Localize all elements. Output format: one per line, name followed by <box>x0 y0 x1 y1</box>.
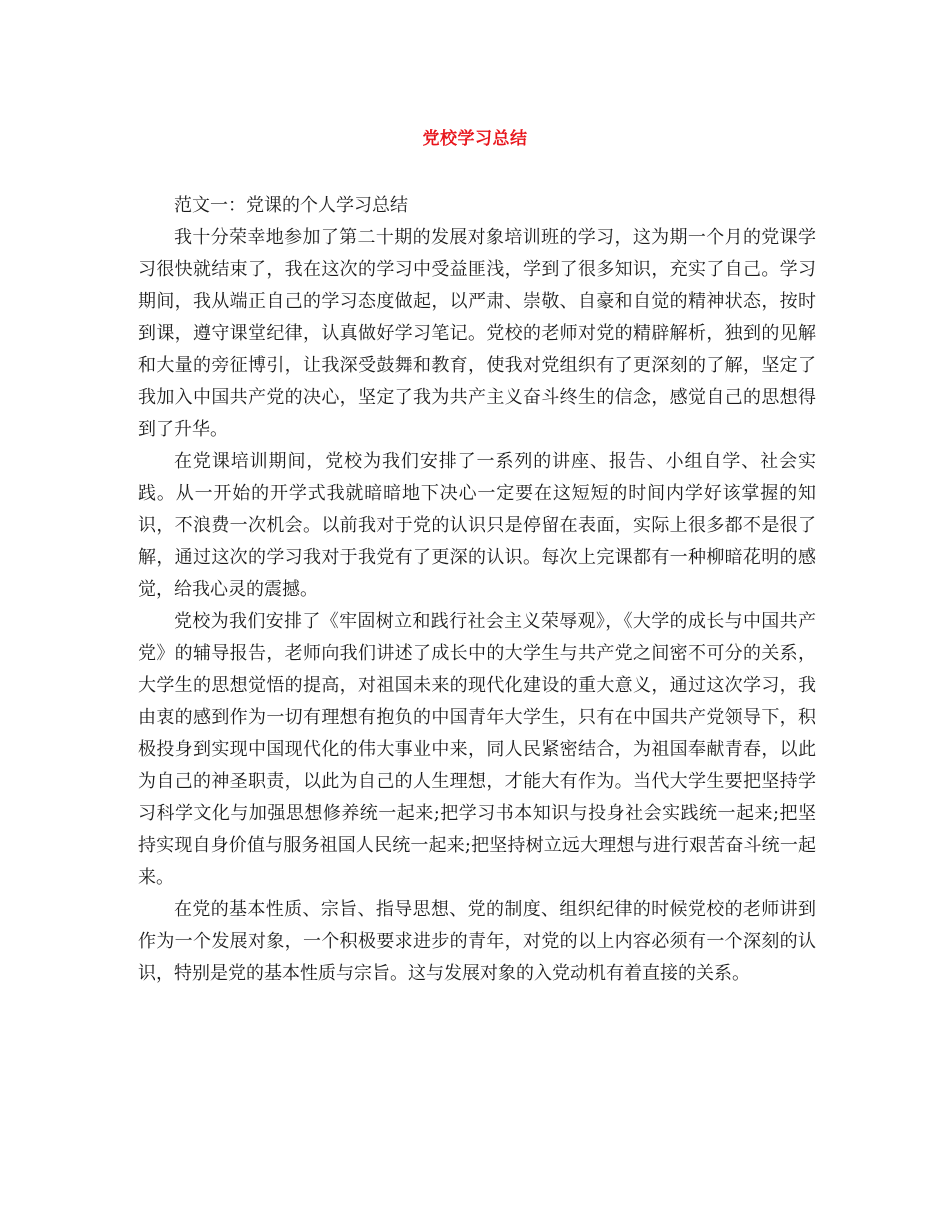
document-title: 党校学习总结 <box>422 129 528 149</box>
paragraph-2: 在党课培训期间，党校为我们安排了一系列的讲座、报告、小组自学、社会实践。从一开始的开学式我就暗暗地下决心一定要在这短短的时间内学好该掌握的知识，不浪费一次机会。以前我对于党的认识只是停留在表面，实际上很多都不是很了解，通过这次的学习我对于我党有了更深的认识。每次上完课都有一种柳暗花明的感觉，给我心灵的震撼。 <box>138 451 816 600</box>
paragraph-1: 我十分荣幸地参加了第二十期的发展对象培训班的学习，这为期一个月的党课学习很快就结束了，我在这次的学习中受益匪浅，学到了很多知识，充实了自己。学习期间，我从端正自己的学习态度做起，以严肃、崇敬、自豪和自觉的精神状态，按时到课，遵守课堂纪律，认真做好学习笔记。党校的老师对党的精辟解析，独到的见解和大量的旁征博引，让我深受鼓舞和教育，使我对党组织有了更深刻的了解，坚定了我加入中国共产党的决心，坚定了我为共产主义奋斗终生的信念，感觉自己的思想得到了升华。 <box>138 227 816 440</box>
paragraph-3: 党校为我们安排了《牢固树立和践行社会主义荣辱观》，《大学的成长与中国共产党》的辅导报告，老师向我们讲述了成长中的大学生与共产党之间密不可分的关系，大学生的思想觉悟的提高，对祖国未来的现代化建设的重大意义，通过这次学习，我由衷的感到作为一切有理想有抱负的中国青年大学生，只有在中国共产党领导下，积极投身到实现中国现代化的伟大事业中来，同人民紧密结合，为祖国奉献青春，以此为自己的神圣职责，以此为自己的人生理想，才能大有作为。当代大学生要把坚持学习科学文化与加强思想修养统一起来;把学习书本知识与投身社会实践统一起来;把坚持实现自身价值与服务祖国人民统一起来;把坚持树立远大理想与进行艰苦奋斗统一起来。 <box>138 611 817 888</box>
document-body <box>138 190 816 990</box>
paragraph-4: 在党的基本性质、宗旨、指导思想、党的制度、组织纪律的时候党校的老师讲到作为一个发展对象，一个积极要求进步的青年，对党的以上内容必须有一个深刻的认识，特别是党的基本性质与宗旨。这与发展对象的入党动机有着直接的关系。 <box>138 899 816 984</box>
section-heading: 范文一：党课的个人学习总结 <box>174 195 408 216</box>
